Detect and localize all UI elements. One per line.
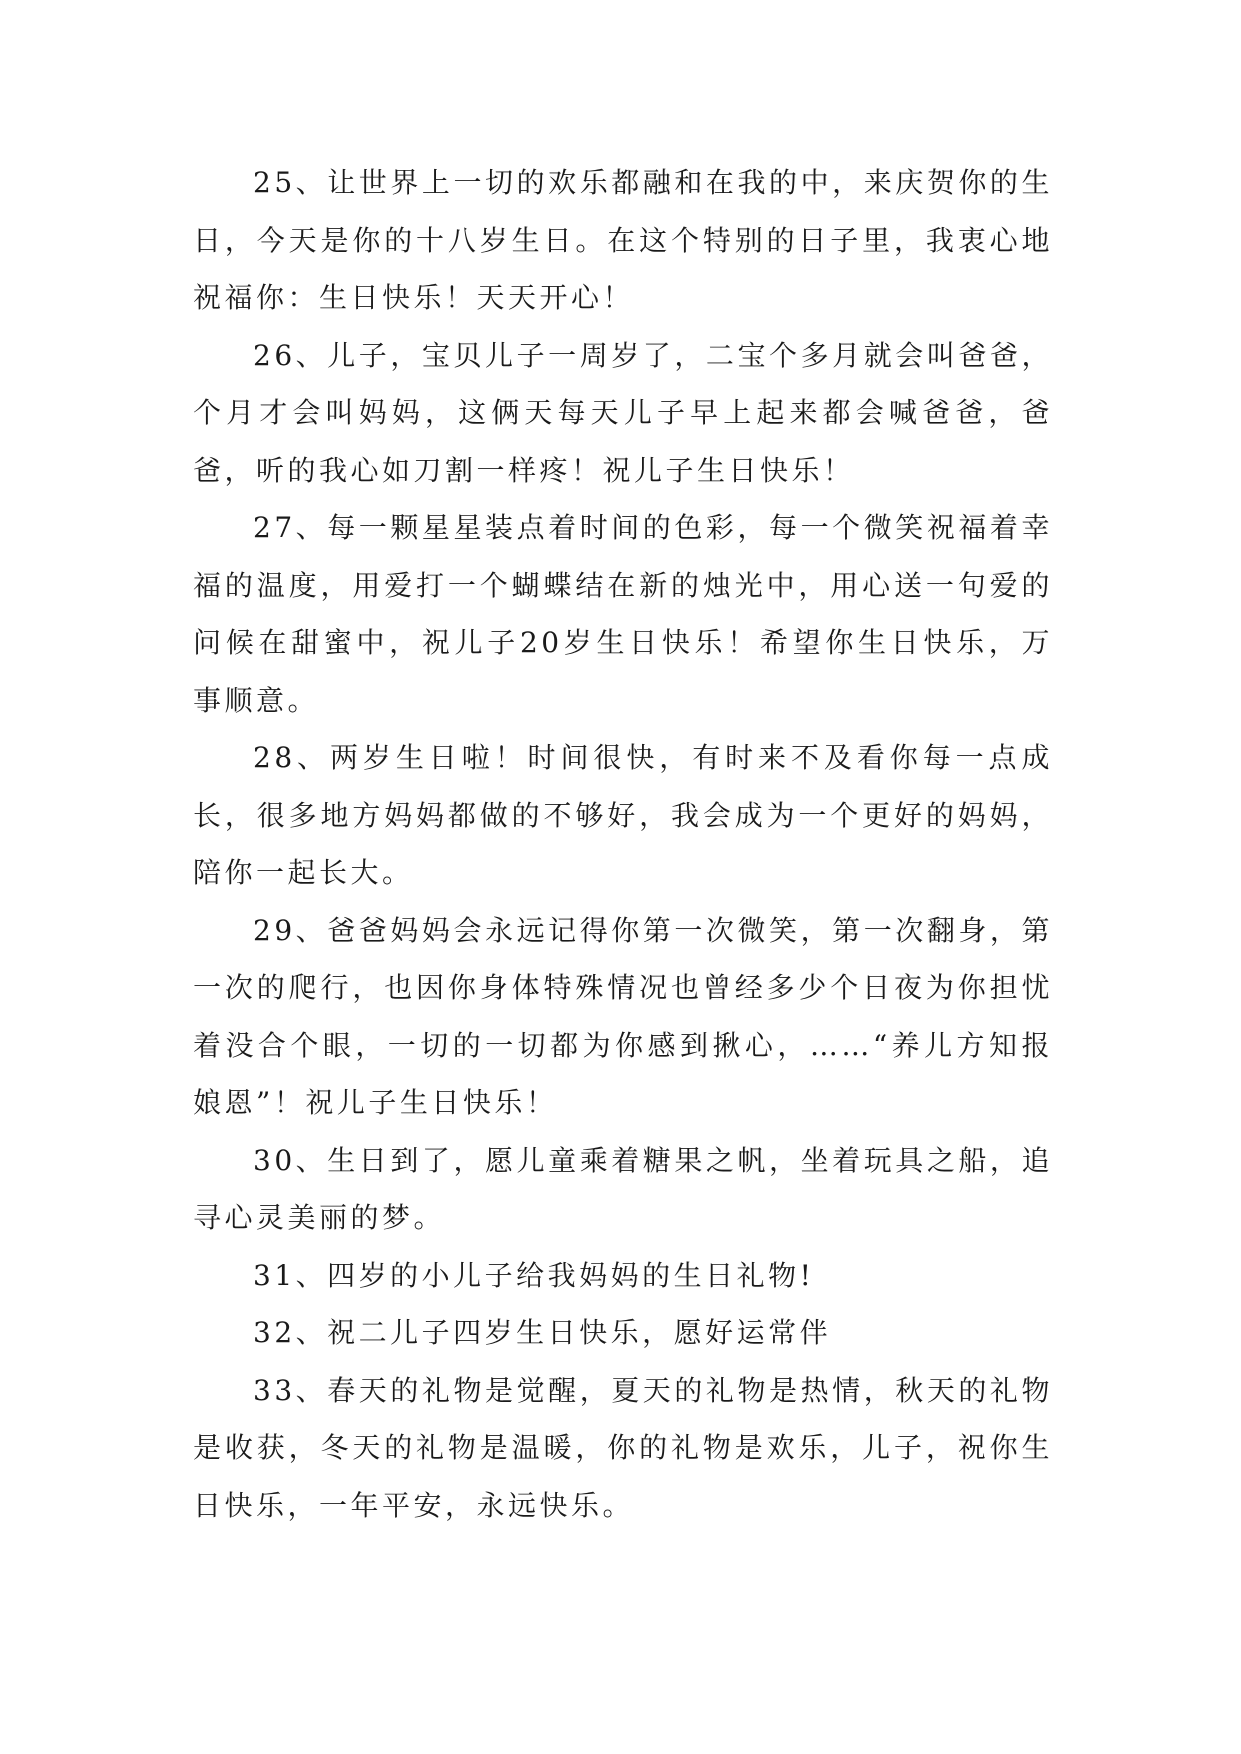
document-body [193,154,1053,1534]
paragraph-30: 30、生日到了，愿儿童乘着糖果之帆，坐着玩具之船，追寻心灵美丽的梦。 [193,1143,1053,1234]
paragraph-26: 26、儿子，宝贝儿子一周岁了，二宝个多月就会叫爸爸，个月才会叫妈妈，这俩天每天儿子早上起来都会喊爸爸，爸爸，听的我心如刀割一样疼！祝儿子生日快乐！ [193,338,1053,487]
paragraph-32: 32、祝二儿子四岁生日快乐，愿好运常伴 [253,1316,832,1349]
paragraph-31: 31、四岁的小儿子给我妈妈的生日礼物! [253,1258,815,1292]
paragraph-33: 33、春天的礼物是觉醒，夏天的礼物是热情，秋天的礼物是收获，冬天的礼物是温暖，你的礼物是欢乐，儿子，祝你生日快乐，一年平安，永远快乐。 [193,1373,1053,1522]
paragraph-28: 28、两岁生日啦！时间很快，有时来不及看你每一点成长，很多地方妈妈都做的不够好，我会成为一个更好的妈妈，陪你一起长大。 [193,741,1053,889]
paragraph-27: 27、每一颗星星装点着时间的色彩，每一个微笑祝福着幸福的温度，用爱打一个蝴蝶结在新的烛光中，用心送一句爱的问候在甜蜜中，祝儿子20岁生日快乐！希望你生日快乐，万事顺意。 [193,511,1053,717]
paragraph-29: 29、爸爸妈妈会永远记得你第一次微笑，第一次翻身，第一次的爬行，也因你身体特殊情况也曾经多少个日夜为你担忧着没合个眼，一切的一切都为你感到揪心，……“养儿方知报娘恩”！祝儿子生日快乐！ [193,913,1053,1119]
paragraph-25: 25、让世界上一切的欢乐都融和在我的中，来庆贺你的生日，今天是你的十八岁生日。在这个特别的日子里，我衷心地祝福你：生日快乐！天天开心！ [193,166,1053,314]
